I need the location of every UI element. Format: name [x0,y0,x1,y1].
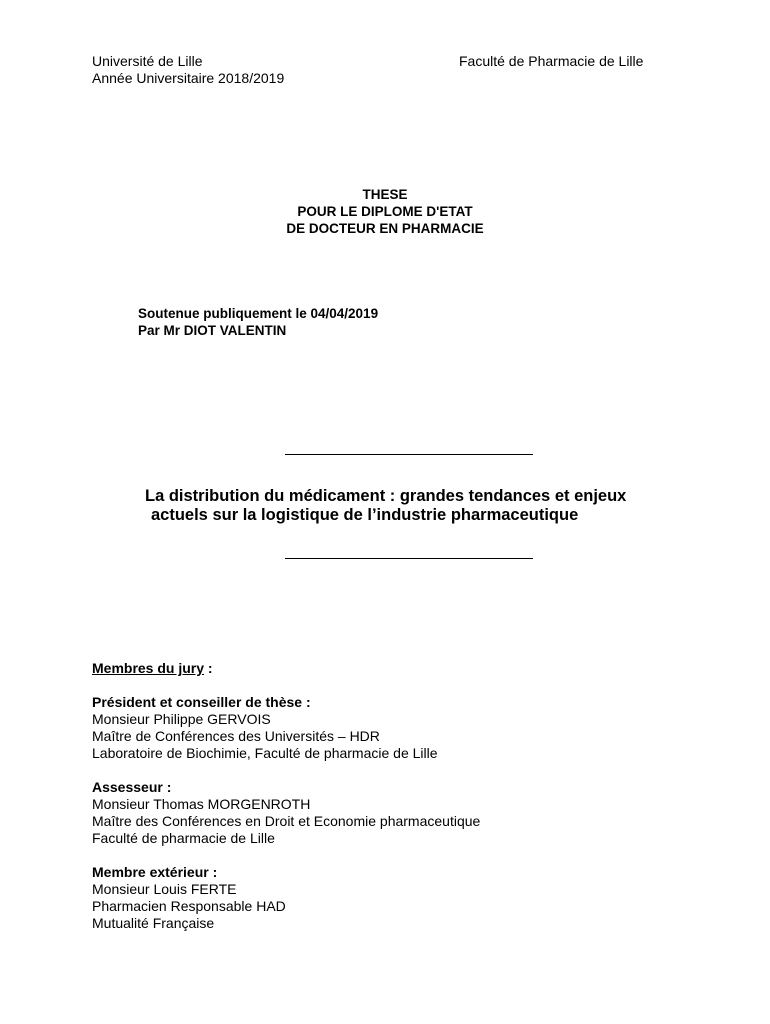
jury-member-name: Monsieur Louis FERTE [92,881,237,897]
jury-heading-colon: : [204,660,213,676]
title-bottom-rule [285,558,533,559]
jury-heading [92,660,480,677]
thesis-title [145,487,626,525]
jury-member-affiliation: Faculté de pharmacie de Lille [92,830,275,846]
jury-member-affiliation: Mutualité Française [92,915,215,931]
thesis-label-line3: DE DOCTEUR EN PHARMACIE [286,221,484,236]
jury-member-name: Monsieur Thomas MORGENROTH [92,796,311,812]
thesis-title-line2: actuels sur la logistique de l’industrie pharmaceutique [151,506,579,524]
jury-member-assessor [92,779,480,847]
jury-member-president [92,694,480,762]
author-line: Par Mr DIOT VALENTIN [138,323,287,338]
jury-member-title: Pharmacien Responsable HAD [92,898,286,914]
defense-date-line: Soutenue publiquement le 04/04/2019 [138,306,379,321]
jury-member-role: Président et conseiller de thèse : [92,694,311,710]
jury-member-name: Monsieur Philippe GERVOIS [92,711,271,727]
jury-member-title: Maître de Conférences des Universités – HDR [92,728,380,744]
thesis-title-line1: La distribution du médicament : grandes tendances et enjeux [145,487,627,505]
jury-section [92,660,480,932]
jury-member-role: Assesseur : [92,779,172,795]
university-name: Université de Lille [92,53,203,69]
title-top-rule [285,454,533,455]
jury-member-title: Maître des Conférences en Droit et Economie pharmaceutique [92,813,481,829]
jury-member-role: Membre extérieur : [92,864,218,880]
thesis-label-line2: POUR LE DIPLOME D'ETAT [297,204,473,219]
jury-heading-text: Membres du jury [92,660,205,676]
academic-year: Année Universitaire 2018/2019 [92,70,285,86]
thesis-label-line1: THESE [362,187,408,202]
jury-member-external [92,864,480,932]
jury-member-affiliation: Laboratoire de Biochimie, Faculté de pharmacie de Lille [92,745,438,761]
thesis-label-block [0,186,770,237]
defense-block [138,305,378,339]
faculty-name: Faculté de Pharmacie de Lille [459,53,644,69]
